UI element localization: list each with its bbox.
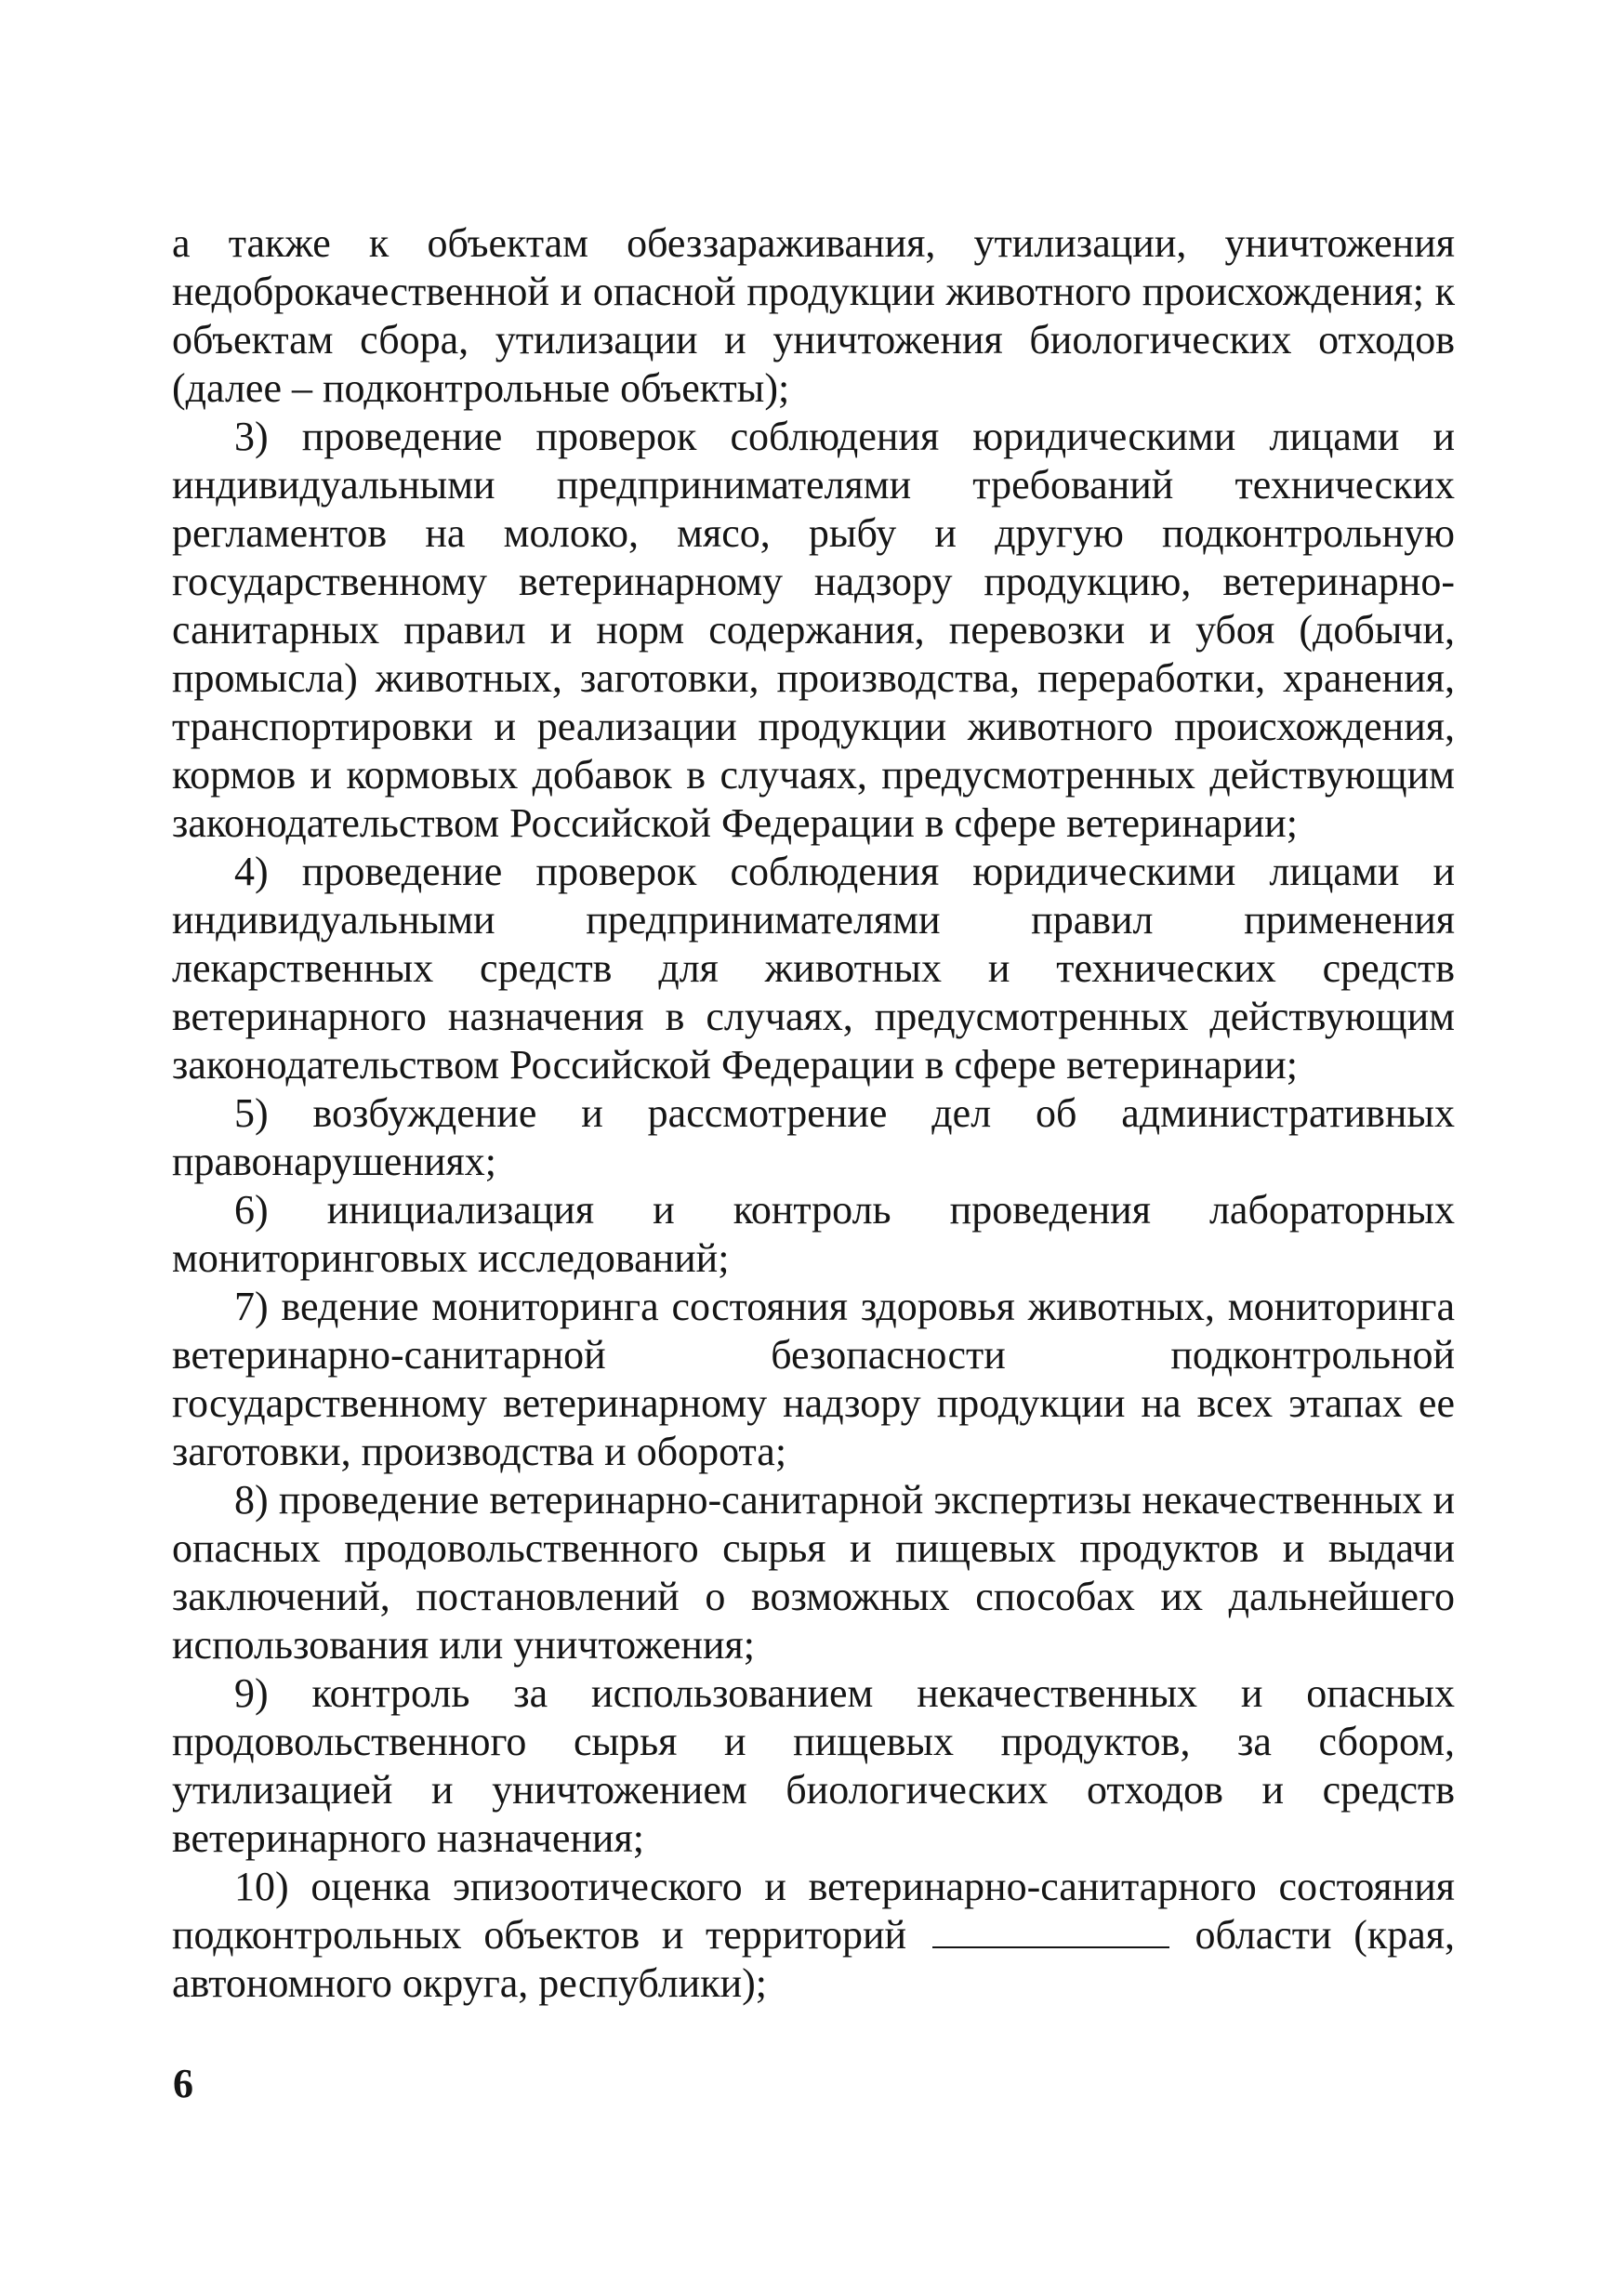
- document-body: [172, 219, 1455, 2008]
- list-item-9: 9) контроль за использованием некачественных и опасных продовольственного сырья и пищевых продуктов, за сбором, утилизацией и уничтожением биологических отходов и средств ветеринарного назначения;: [172, 1670, 1455, 1861]
- list-item-8: 8) проведение ветеринарно-санитарной экспертизы некачественных и опасных продовольственного сырья и пищевых продуктов и выдачи заключений, постановлений о возможных способах их дальнейшего использования или уничтожения;: [172, 1477, 1455, 1668]
- list-item-10-text-before: 10) оценка эпизоотического и ветеринарно-санитарного состояния подконтрольных объектов и территорий: [172, 1864, 1455, 1958]
- list-item-4: 4) проведение проверок соблюдения юридическими лицами и индивидуальными предпринимателями правил применения лекарственных средств для животных и технических средств ветеринарного назначения в случаях, предусмотренных действующим законодательством Российской Федерации в сфере ветеринарии;: [172, 849, 1455, 1088]
- list-item-7: 7) ведение мониторинга состояния здоровья животных, мониторинга ветеринарно-санитарной безопасности подконтрольной государственному ветеринарному надзору продукции на всех этапах ее заготовки, производства и оборота;: [172, 1284, 1455, 1474]
- list-item-10-text-after: области (края, автономного округа, республики);: [172, 1912, 1456, 2006]
- list-item-10: [172, 1863, 1455, 2008]
- list-item-5: 5) возбуждение и рассмотрение дел об административных правонарушениях;: [172, 1090, 1455, 1184]
- list-item-3: 3) проведение проверок соблюдения юридическими лицами и индивидуальными предпринимателями требований технических регламентов на молоко, мясо, рыбу и другую подконтрольную государственному ветеринарному надзору продукцию, ветеринарно-санитарных правил и норм содержания, перевозки и убоя (добычи, промысла) животных, заготовки, производства, переработки, хранения, транспортировки и реализации продукции животного происхождения, кормов и кормовых добавок в случаях, предусмотренных действующим законодательством Российской Федерации в сфере ветеринарии;: [172, 414, 1455, 846]
- page-number: 6: [173, 2061, 193, 2106]
- list-item-6: 6) инициализация и контроль проведения лабораторных мониторинговых исследований;: [172, 1187, 1455, 1281]
- paragraph-continuation: а также к объектам обеззараживания, утилизации, уничтожения недоброкачественной и опасной продукции животного происхождения; к объектам сбора, утилизации и уничтожения биологических отходов (далее – подконтрольные объекты);: [172, 220, 1455, 411]
- fill-in-blank: [932, 1911, 1169, 1948]
